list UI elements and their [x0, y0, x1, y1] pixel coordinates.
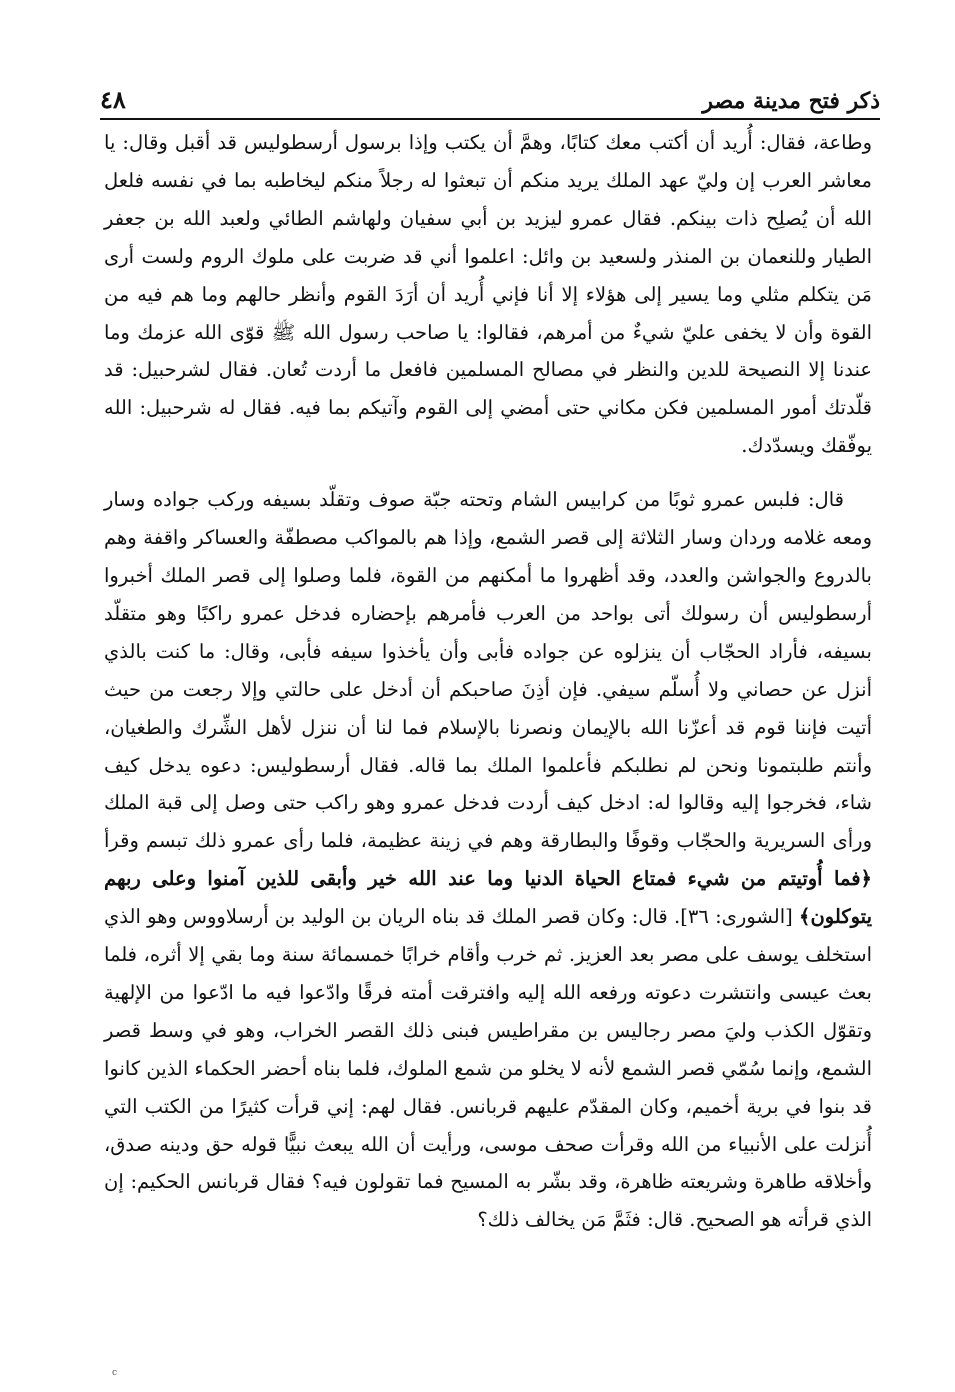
paragraph-text: قال: فلبس عمرو ثوبًا من كرابيس الشام وتحته جبّة صوف وتقلّد بسيفه وركب جواده وسار ومعه غلامه وردان وسار الثلاثة إلى قصر الشمع، وإذا هم بالمواكب مصطفّة والعساكر واقفة وهم بالدروع والجواشن والعدد، وقد أظهروا ما أمكنهم من القوة، فلما وصلوا إلى قصر الملك أخبروا أرسطوليس أن رسولك أتى بواحد من العرب فأمرهم بإحضاره فدخل عمرو راكبًا وهو متقلّد بسيفه، فأراد الحجّاب أن ينزلوه عن جواده فأبى وأن يأخذوا سيفه فأبى، وقال: ما كنت بالذي أنزل عن حصاني ولا أُسلّم سيفي. فإن أذِنَ صاحبكم أن أدخل على حالتي وإلا رجعت من حيث أتيت فإننا قوم قد أعزّنا الله بالإيمان ونصرنا بالإسلام فما لنا أن ننزل لأهل الشِّرك والطغيان، وأنتم طلبتمونا ونحن لم نطلبكم فأعلموا الملك بما قاله. فقال أرسطوليس: دعوه يدخل كيف شاء، فخرجوا إليه وقالوا له: ادخل كيف أردت فدخل عمرو وهو راكب حتى وصل إلى قبة الملك ورأى السريرية والحجّاب وقوفًا والبطارقة وهم في زينة عظيمة، فلما رأى عمرو ذلك تبسم وقرأ — [104, 488, 873, 853]
paragraph-text: [الشورى: ٣٦]. قال: وكان قصر الملك قد بناه الريان بن الوليد بن أرسلاووس وهو الذي استخلف يوسف على مصر بعد العزيز. ثم خرب وأقام خرابًا خمسمائة سنة وما بقي إلا أثره، فلما بعث عيسى وانتشرت دعوته ورفعه الله إليه وافترقت أمته فرقًا وادّعوا فيه ما ادّعوا من الإلهية وتقوّل الكذب وليَ مصر رجاليس بن مقراطيس فبنى ذلك القصر الخراب، وهو في وسط قصر الشمع، وإنما سُمّي قصر الشمع لأنه لا يخلو من شمع الملوك، فلما بناه أحضر الحكماء الذين كانوا قد بنوا في برية أخميم، وكان المقدّم عليهم قربانس. فقال لهم: إني قرأت كثيرًا من الكتب التي أُنزلت على الأنبياء من الله وقرأت صحف موسى، ورأيت أن الله يبعث نبيًّا قوله حق ودينه صدق، وأخلاقه طاهرة وشريعته ظاهرة، وقد بشّر به المسيح فما تقولون فيه؟ فقال قربانس الحكيم: إن الذي قرأته هو الصحيح. قال: فثَمَّ مَن يخالف ذلك؟ — [104, 905, 872, 1232]
page-number: ٤٨ — [100, 85, 126, 114]
page-header — [100, 78, 880, 114]
running-title: ذكر فتح مدينة مصر — [702, 88, 880, 114]
folio-mark: c — [112, 1368, 118, 1378]
paragraph — [104, 481, 872, 1239]
quran-verse: ﴿فما أُوتيتم من شيء فمتاع الحياة الدنيا وما عند الله خير وأبقى للذين آمنوا وعلى ربهم يتوكلون﴾ — [104, 867, 872, 929]
header-rule — [100, 118, 880, 120]
paragraph: وطاعة، فقال: أُريد أن أكتب معك كتابًا، وهمَّ أن يكتب وإذا برسول أرسطوليس قد أقبل وقال: يا معاشر العرب إن وليّ عهد الملك يريد منكم أن تبعثوا له رجلاً منكم ليخاطبه بما في نفسه فلعل الله أن يُصلِح ذات بينكم. فقال عمرو ليزيد بن أبي سفيان ولهاشم الطائي ولعبد الله بن جعفر الطيار وللنعمان بن المنذر ولسعيد بن وائل: اعلموا أني قد ضربت على ملوك الروم ولست أرى مَن يتكلم مثلي وما يسير إلى هؤلاء إلا أنا فإني أُريد أن أرَدَ القوم وأنظر حالهم وما هم فيه من القوة وأن لا يخفى عليّ شيءٌ من أمرهم، فقالوا: يا صاحب رسول الله ﷺ قوّى الله عزمك وما عندنا إلا النصيحة للدين والنظر في مصالح المسلمين فافعل ما أردت تُعان. فقال لشرحبيل: قد قلّدتك أمور المسلمين فكن مكاني حتى أمضي إلى القوم وآتيكم بما فيه. فقال له شرحبيل: الله يوفّقك ويسدّدك. — [104, 131, 872, 458]
body-text — [104, 124, 872, 1239]
